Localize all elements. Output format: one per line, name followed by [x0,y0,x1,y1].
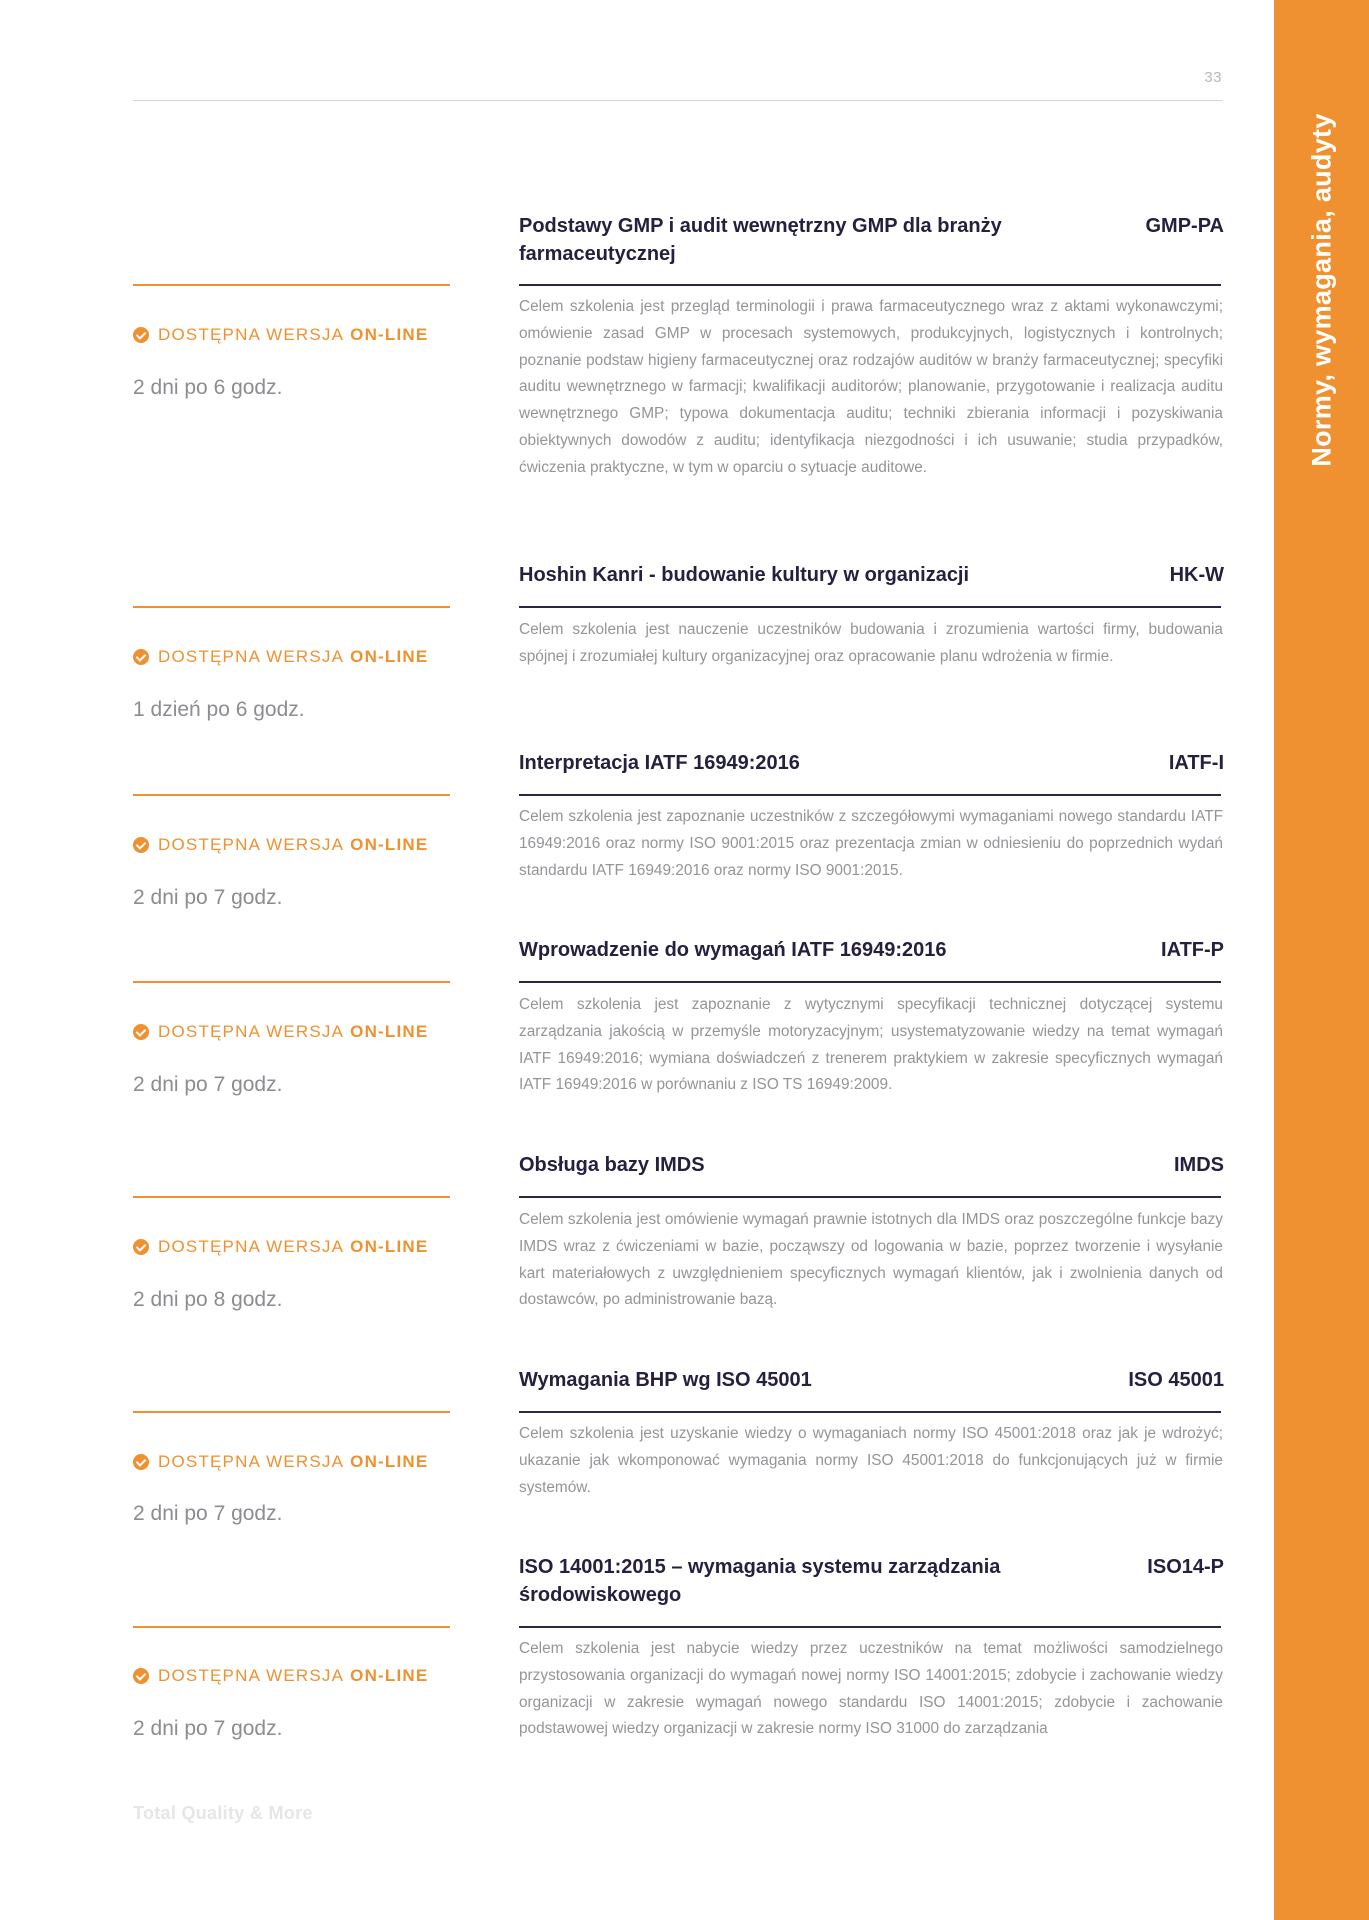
course-title: Interpretacja IATF 16949:2016 [519,752,800,774]
check-circle-icon [133,1239,149,1255]
page-number: 33 [1204,69,1222,86]
course-duration: 2 dni po 8 godz. [133,1288,283,1311]
check-circle-icon [133,837,149,853]
online-label-highlight: ON-LINE [350,647,429,666]
check-circle-icon [133,1668,149,1684]
header-divider [133,100,1223,101]
online-availability [133,1452,428,1472]
online-label: DOSTĘPNA WERSJA [158,1452,345,1471]
online-label: DOSTĘPNA WERSJA [158,325,345,344]
online-label-highlight: ON-LINE [350,1022,429,1041]
online-label: DOSTĘPNA WERSJA [158,647,345,666]
online-label: DOSTĘPNA WERSJA [158,835,345,854]
online-label-highlight: ON-LINE [350,835,429,854]
course-code: ISO14-P [1147,1556,1224,1578]
course-duration: 2 dni po 7 godz. [133,1717,283,1740]
course-duration: 2 dni po 7 godz. [133,1502,283,1525]
online-availability [133,647,428,667]
course-title-divider [519,981,1221,983]
course-duration: 1 dzień po 6 godz. [133,698,305,721]
footer-brand: Total Quality & More [133,1803,313,1823]
online-label: DOSTĘPNA WERSJA [158,1022,345,1041]
online-label-highlight: ON-LINE [350,1237,429,1256]
course-description: Celem szkolenia jest zapoznanie z wytycznymi specyfikacji technicznej dotyczącej systemu zarządzania jakością w przemyśle motoryzacyjnym; usystematyzowanie wiedzy na temat wymagań IATF 16949:2016; wymiana doświadczeń z trenerem praktykiem w zakresie specyficznych wymagań IATF 16949:2016 w porównaniu z ISO TS 16949:2009. [519,996,1223,1094]
course-left-divider [133,981,450,983]
course-title-divider [519,794,1221,796]
course-description: Celem szkolenia jest nauczenie uczestników budowania i zrozumienia wartości firmy, budowania spójnej i zrozumiałej kultury organizacyjnej oraz opracowanie planu wdrożenia w firmie. [519,621,1223,665]
course-left-divider [133,794,450,796]
check-circle-icon [133,1454,149,1470]
course-code: IMDS [1174,1154,1224,1176]
course-duration: 2 dni po 7 godz. [133,886,283,909]
course-title-divider [519,1196,1221,1198]
check-circle-icon [133,649,149,665]
course-title: Hoshin Kanri - budowanie kultury w organizacji [519,564,970,586]
check-circle-icon [133,327,149,343]
online-label: DOSTĘPNA WERSJA [158,1237,345,1256]
course-title: Podstawy GMP i audit wewnętrzny GMP dla branży farmaceutycznej [519,215,1002,265]
online-label-highlight: ON-LINE [350,325,429,344]
course-left-divider [133,1196,450,1198]
online-label-highlight: ON-LINE [350,1666,429,1685]
online-availability [133,835,428,855]
check-circle-icon [133,1024,149,1040]
online-availability [133,1666,428,1686]
course-title-divider [519,1626,1221,1628]
course-description: Celem szkolenia jest nabycie wiedzy przez uczestników na temat możliwości samodzielnego przystosowania organizacji do wymagań nowej normy ISO 14001:2015; zdobycie i zachowanie wiedzy organizacji w zakresie wymagań nowego standardu ISO 14001:2015; zdobycie i zachowanie podstawowej wiedzy organizacji w zakresie normy ISO 31000 do zarządzania [519,1640,1223,1738]
course-code: IATF-P [1161,939,1224,961]
course-left-divider [133,1626,450,1628]
course-title-divider [519,606,1221,608]
course-title: Wprowadzenie do wymagań IATF 16949:2016 [519,939,947,961]
online-availability [133,325,428,345]
course-duration: 2 dni po 6 godz. [133,376,283,399]
course-description: Celem szkolenia jest zapoznanie uczestników z szczegółowymi wymaganiami nowego standardu IATF 16949:2016 oraz normy ISO 9001:2015 oraz prezentacja zmian w odniesieniu do poprzednich wydań standardu IATF 16949:2016 oraz normy ISO 9001:2015. [519,808,1223,879]
course-title: Obsługa bazy IMDS [519,1154,705,1176]
course-left-divider [133,1411,450,1413]
online-label: DOSTĘPNA WERSJA [158,1666,345,1685]
course-code: HK-W [1169,564,1224,586]
course-title-divider [519,284,1221,286]
online-label-highlight: ON-LINE [350,1452,429,1471]
section-side-label [1274,100,1369,480]
course-description: Celem szkolenia jest uzyskanie wiedzy o wymaganiach normy ISO 45001:2018 oraz jak je wdrożyć; ukazanie jak wkomponować wymagania normy ISO 45001:2018 do funkcjonujących już w firmie systemów. [519,1425,1223,1496]
course-code: GMP-PA [1145,215,1224,237]
course-left-divider [133,606,450,608]
course-description: Celem szkolenia jest przegląd terminologii i prawa farmaceutycznego wraz z aktami wykonawczymi; omówienie zasad GMP w procesach systemowych, produkcyjnych, logistycznych i kontrolnych; poznanie podstaw higieny farmaceutycznej oraz rodzajów auditów w branży farmaceutycznej; specyfiki auditu wewnętrznego w farmacji; kwalifikacji auditorów; planowanie, przygotowanie i realizacja auditu wewnętrznego GMP; typowa dokumentacja auditu; techniki zbierania informacji i pozyskiwania obiektywnych dowodów z auditu; identyfikacja niezgodności i ich usuwanie; studia przypadków, ćwiczenia praktyczne, w tym w oparciu o sytuacje auditowe. [519,298,1223,476]
course-title: ISO 14001:2015 – wymagania systemu zarządzania środowiskowego [519,1556,1001,1606]
online-availability [133,1022,428,1042]
course-left-divider [133,284,450,286]
course-title-divider [519,1411,1221,1413]
course-description: Celem szkolenia jest omówienie wymagań prawnie istotnych dla IMDS oraz poszczególne funkcje bazy IMDS wraz z ćwiczeniami w bazie, począwszy od logowania w bazie, poprzez tworzenie i wysyłanie kart materiałowych z uwzględnieniem specyficznych wymagań klientów, jak i zwolnienia danych od dostawców, po administrowanie bazą. [519,1211,1223,1309]
section-title: Normy, wymagania, audyty [1306,113,1336,467]
online-availability [133,1237,428,1257]
course-duration: 2 dni po 7 godz. [133,1073,283,1096]
course-code: ISO 45001 [1128,1369,1224,1391]
course-title: Wymagania BHP wg ISO 45001 [519,1369,812,1391]
course-code: IATF-I [1168,752,1224,774]
